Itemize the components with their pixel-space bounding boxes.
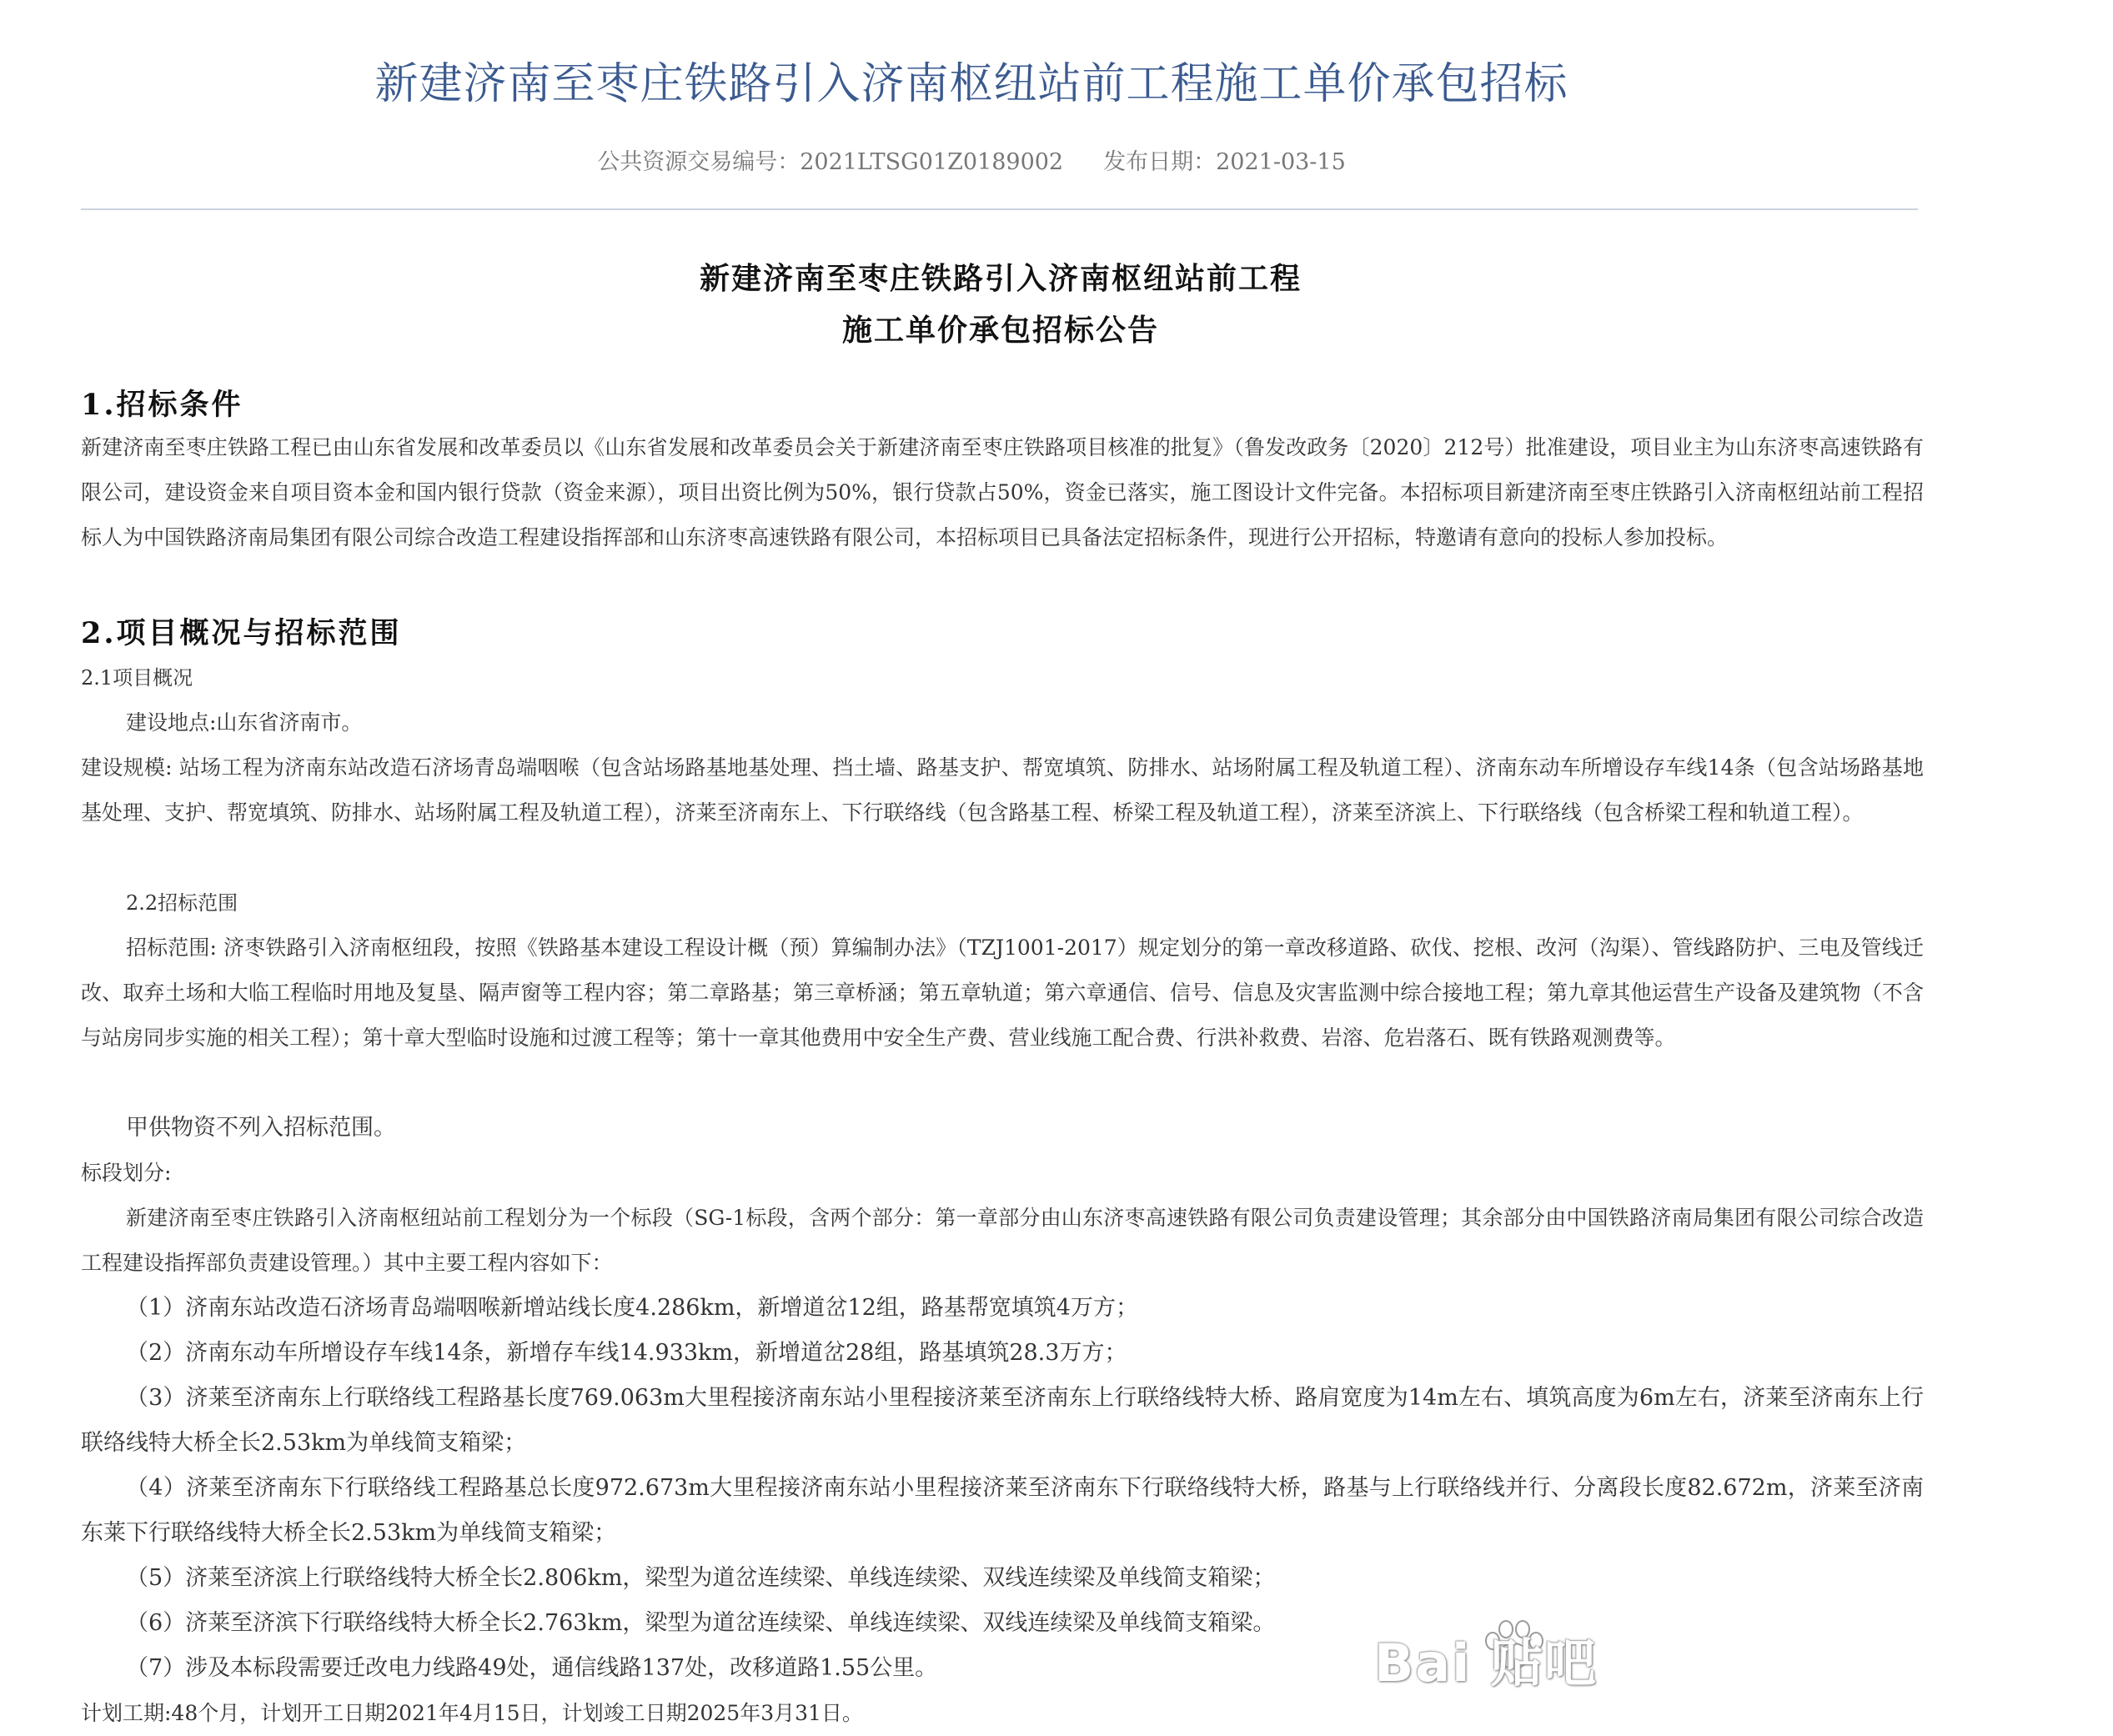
work-item: （4）济莱至济南东下行联络线工程路基总长度972.673m大里程接济南东站小里程接济莱至济南东下行联络线特大桥，路基与上行联络线并行、分离段长度82.672m，济莱至济南东莱下行联络线特大桥全长2.53km为单线简支箱梁； <box>81 1475 1924 1546</box>
doc-title-line1: 新建济南至枣庄铁路引入济南枢纽站前工程 <box>699 261 1302 296</box>
doc-title-line2: 施工单价承包招标公告 <box>841 313 1159 348</box>
work-item: （5）济莱至济滨上行联络线特大桥全长2.806km，梁型为道岔连续梁、单线连续梁、双线连续梁及单线简支箱梁； <box>126 1565 1276 1591</box>
lots-body: 新建济南至枣庄铁路引入济南枢纽站前工程划分为一个标段（SG-1标段，含两个部分：第一章部分由山东济枣高速铁路有限公司负责建设管理；其余部分由中国铁路济南局集团有限公司综合改造工程建设指挥部负责建设管理。）其中主要工程内容如下： <box>81 1206 1924 1275</box>
page-title: 新建济南至枣庄铁路引入济南枢纽站前工程施工单价承包招标 <box>374 59 1568 109</box>
construction-scale: 建设规模: 站场工程为济南东站改造石济场青岛端咽喉（包含站场路基地基处理、挡土墙、路基支护、帮宽填筑、防排水、站场附属工程及轨道工程）、济南东动车所增设存车线14条（包含站场路基地基处理、支护、帮宽填筑、防排水、站场附属工程及轨道工程），济莱至济南东上、下行联络线（包含路基工程、桥梁工程及轨道工程），济莱至济滨上、下行联络线（包含桥梁工程和轨道工程）。 <box>81 755 1924 825</box>
baidu-tieba-watermark: Bai 贴吧 <box>1374 1633 1598 1693</box>
publish-date: 发布日期：2021-03-15 <box>1103 149 1346 175</box>
supply-note: 甲供物资不列入招标范围。 <box>126 1115 396 1141</box>
schedule-line: 计划工期:48个月，计划开工日期2021年4月15日，计划竣工日期2025年3月31日。 <box>81 1701 863 1725</box>
work-item: （2）济南东动车所增设存车线14条，新增存车线14.933km，新增道岔28组，路基填筑28.3万方； <box>126 1340 1127 1366</box>
meta-line <box>0 143 1943 176</box>
section-1-body: 新建济南至枣庄铁路工程已由山东省发展和改革委员以《山东省发展和改革委员会关于新建济南至枣庄铁路项目核准的批复》（鲁发改政务〔2020〕212号）批准建设，项目业主为山东济枣高速铁路有限公司，建设资金来自项目资本金和国内银行贷款（资金来源），项目出资比例为50%，银行贷款占50%，资金已落实，施工图设计文件完备。本招标项目新建济南至枣庄铁路引入济南枢纽站前工程招标人为中国铁路济南局集团有限公司综合改造工程建设指挥部和山东济枣高速铁路有限公司，本招标项目已具备法定招标条件，现进行公开招标，特邀请有意向的投标人参加投标。 <box>81 435 1924 549</box>
section-heading-2: 2.项目概况与招标范围 <box>81 616 402 650</box>
subsection-2-2: 2.2招标范围 <box>126 891 238 915</box>
work-item: （1）济南东站改造石济场青岛端咽喉新增站线长度4.286km，新增道岔12组，路基帮宽填筑4万方； <box>126 1295 1138 1321</box>
header-divider <box>81 208 1918 210</box>
section-heading-1: 1.招标条件 <box>81 388 243 422</box>
trade-id: 公共资源交易编号：2021LTSG01Z0189002 <box>597 149 1064 175</box>
construction-location: 建设地点:山东省济南市。 <box>126 710 363 735</box>
work-item: （6）济莱至济滨下行联络线特大桥全长2.763km，梁型为道岔连续梁、单线连续梁、双线连续梁及单线简支箱梁。 <box>126 1610 1276 1636</box>
lots-label: 标段划分: <box>81 1161 172 1185</box>
work-item: （7）涉及本标段需要迁改电力线路49处，通信线路137处，改移道路1.55公里。 <box>126 1655 938 1681</box>
work-item: （3）济莱至济南东上行联络线工程路基长度769.063m大里程接济南东站小里程接济莱至济南东上行联络线特大桥、路肩宽度为14m左右、填筑高度为6m左右，济莱至济南东上行联络线特大桥全长2.53km为单线简支箱梁； <box>81 1385 1924 1456</box>
bidding-scope: 招标范围: 济枣铁路引入济南枢纽段，按照《铁路基本建设工程设计概（预）算编制办法》（TZJ1001-2017）规定划分的第一章改移道路、砍伐、挖根、改河（沟渠）、管线路防护、三电及管线迁改、取弃土场和大临工程临时用地及复垦、隔声窗等工程内容；第二章路基；第三章桥涵；第五章轨道；第六章通信、信号、信息及灾害监测中综合接地工程；第九章其他运营生产设备及建筑物（不含与站房同步实施的相关工程）；第十章大型临时设施和过渡工程等；第十一章其他费用中安全生产费、营业线施工配合费、行洪补救费、岩溶、危岩落石、既有铁路观测费等。 <box>81 936 1924 1050</box>
subsection-2-1: 2.1项目概况 <box>81 666 193 690</box>
